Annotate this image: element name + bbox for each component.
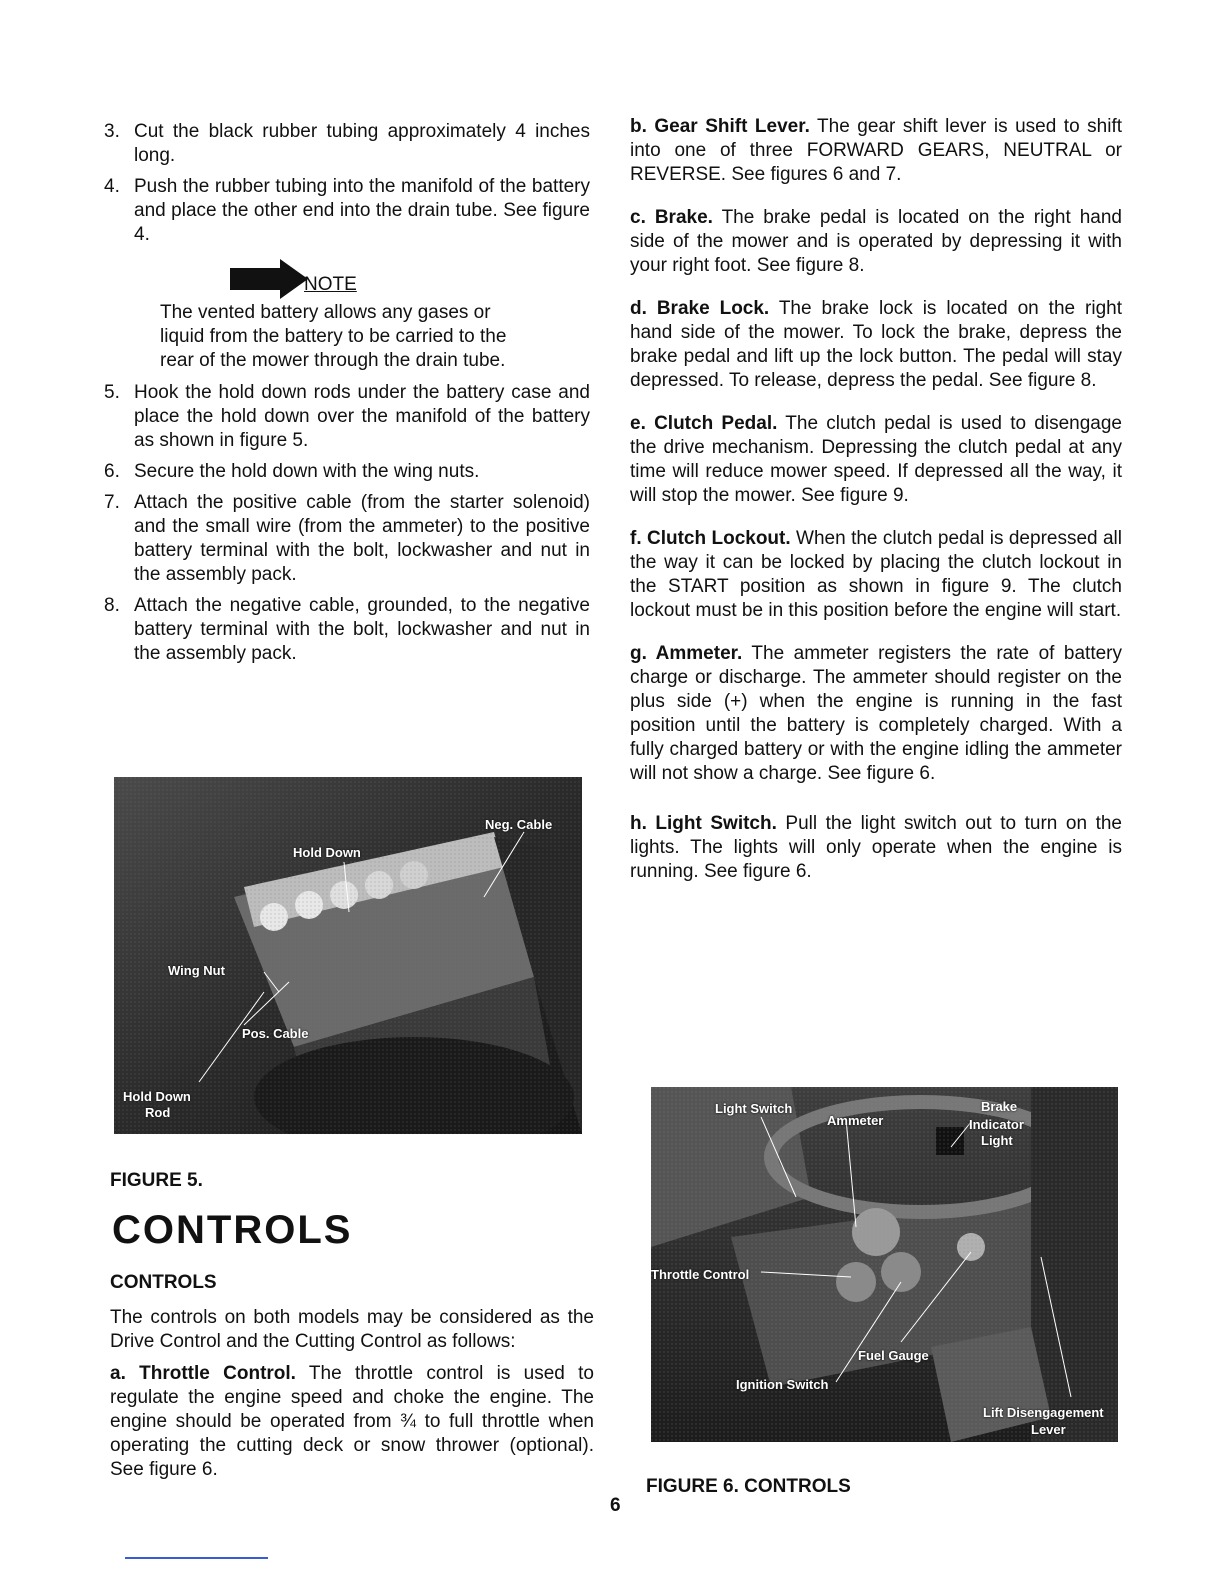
control-c: c. Brake. The brake pedal is located on the right hand side of the mower and is operated by depressing it with your right foot. See figure 8. — [630, 207, 1122, 276]
left-column — [104, 120, 590, 673]
figure-6-caption: FIGURE 6. CONTROLS — [646, 1476, 851, 1497]
label-fuel-gauge: Fuel Gauge — [858, 1348, 929, 1363]
note-title: NOTE — [304, 274, 357, 295]
label-rod: Rod — [145, 1105, 171, 1120]
step-3: 3. Cut the black rubber tubing approximately 4 inches long. — [104, 121, 590, 166]
controls-intro: The controls on both models may be considered as the Drive Control and the Cutting Control as follows: — [110, 1307, 594, 1352]
label-neg-cable: Neg. Cable — [485, 817, 553, 832]
label-hold-down-rod: Hold Down — [123, 1089, 191, 1104]
label-ignition-switch: Ignition Switch — [736, 1377, 829, 1392]
label-throttle-control: Throttle Control — [651, 1267, 750, 1282]
step-5: 5. Hook the hold down rods under the battery case and place the hold down over the manifold of the battery as shown in figure 5. — [104, 382, 590, 451]
control-d: d. Brake Lock. The brake lock is located on the right hand side of the mower. To lock the brake, depress the brake pedal and lift up the lock button. The pedal will stay depressed. To release, depress the pedal. See figure 8. — [630, 298, 1122, 391]
label-indicator: Indicator — [969, 1117, 1024, 1132]
note-header — [230, 259, 530, 299]
figure-5-caption: FIGURE 5. — [110, 1170, 203, 1191]
control-e: e. Clutch Pedal. The clutch pedal is used to disengage the drive mechanism. Depressing the clutch pedal at any time will reduce mower speed. If depressed all the way, it will stop the mower. See figure 9. — [630, 413, 1122, 506]
label-lever: Lever — [1031, 1422, 1066, 1437]
label-pos-cable: Pos. Cable — [242, 1026, 309, 1041]
control-g: g. Ammeter. The ammeter registers the rate of battery charge or discharge. The ammeter should register on the plus side (+) when the engine is running in the fast position until the battery is completely charged. With a fully charged battery or with the engine idling the ammeter will not show a charge. See figure 6. — [630, 643, 1122, 784]
control-b: b. Gear Shift Lever. The gear shift lever is used to shift into one of three FORWARD GEARS, NEUTRAL or REVERSE. See figures 6 and 7. — [630, 116, 1123, 185]
note-box — [160, 259, 530, 373]
controls-intro-block — [110, 1306, 594, 1490]
label-ammeter: Ammeter — [827, 1113, 884, 1128]
label-lift-disengagement: Lift Disengagement — [983, 1405, 1104, 1420]
step-6: 6. Secure the hold down with the wing nuts. — [104, 461, 480, 482]
control-h: h. Light Switch. Pull the light switch out to turn on the lights. The lights will only operate when the engine is running. See figure 6. — [630, 813, 1122, 882]
footer-rule — [125, 1557, 268, 1559]
label-hold-down: Hold Down — [293, 845, 361, 860]
step-4: 4. Push the rubber tubing into the manifold of the battery and place the other end into the drain tube. See figure 4. — [104, 176, 590, 245]
control-a: a. Throttle Control. The throttle control is used to regulate the engine speed and choke the engine. The engine should be operated from ¾ to full throttle when operating the cutting deck or snow thrower (optional). See figure 6. — [110, 1363, 595, 1480]
label-brake: Brake — [981, 1099, 1018, 1114]
page-number: 6 — [610, 1495, 621, 1516]
label-light-switch: Light Switch — [715, 1101, 793, 1116]
right-column — [630, 115, 1122, 902]
controls-photo-image — [651, 1087, 1118, 1442]
label-wing-nut: Wing Nut — [168, 963, 225, 978]
note-text: The vented battery allows any gases or liquid from the battery to be carried to the rear of the mower through the drain tube. — [160, 302, 507, 371]
step-7: 7. Attach the positive cable (from the starter solenoid) and the small wire (from the ammeter) to the positive battery terminal with the bolt, lockwasher and nut in the assembly pack. — [104, 492, 590, 585]
arrow-right-icon — [230, 259, 310, 299]
section-heading: CONTROLS — [112, 1208, 353, 1252]
step-8: 8. Attach the negative cable, grounded, to the negative battery terminal with the bolt, lockwasher and nut in the assembly pack. — [104, 595, 590, 664]
figure-6-photo — [651, 1087, 1118, 1442]
control-f: f. Clutch Lockout. When the clutch pedal is depressed all the way it can be locked by placing the clutch lockout in the START position as shown in figure 9. The clutch lockout must be in this position before the engine will start. — [630, 528, 1122, 621]
label-light: Light — [981, 1133, 1013, 1148]
subheading: CONTROLS — [110, 1272, 217, 1293]
figure-5-photo — [114, 777, 582, 1134]
